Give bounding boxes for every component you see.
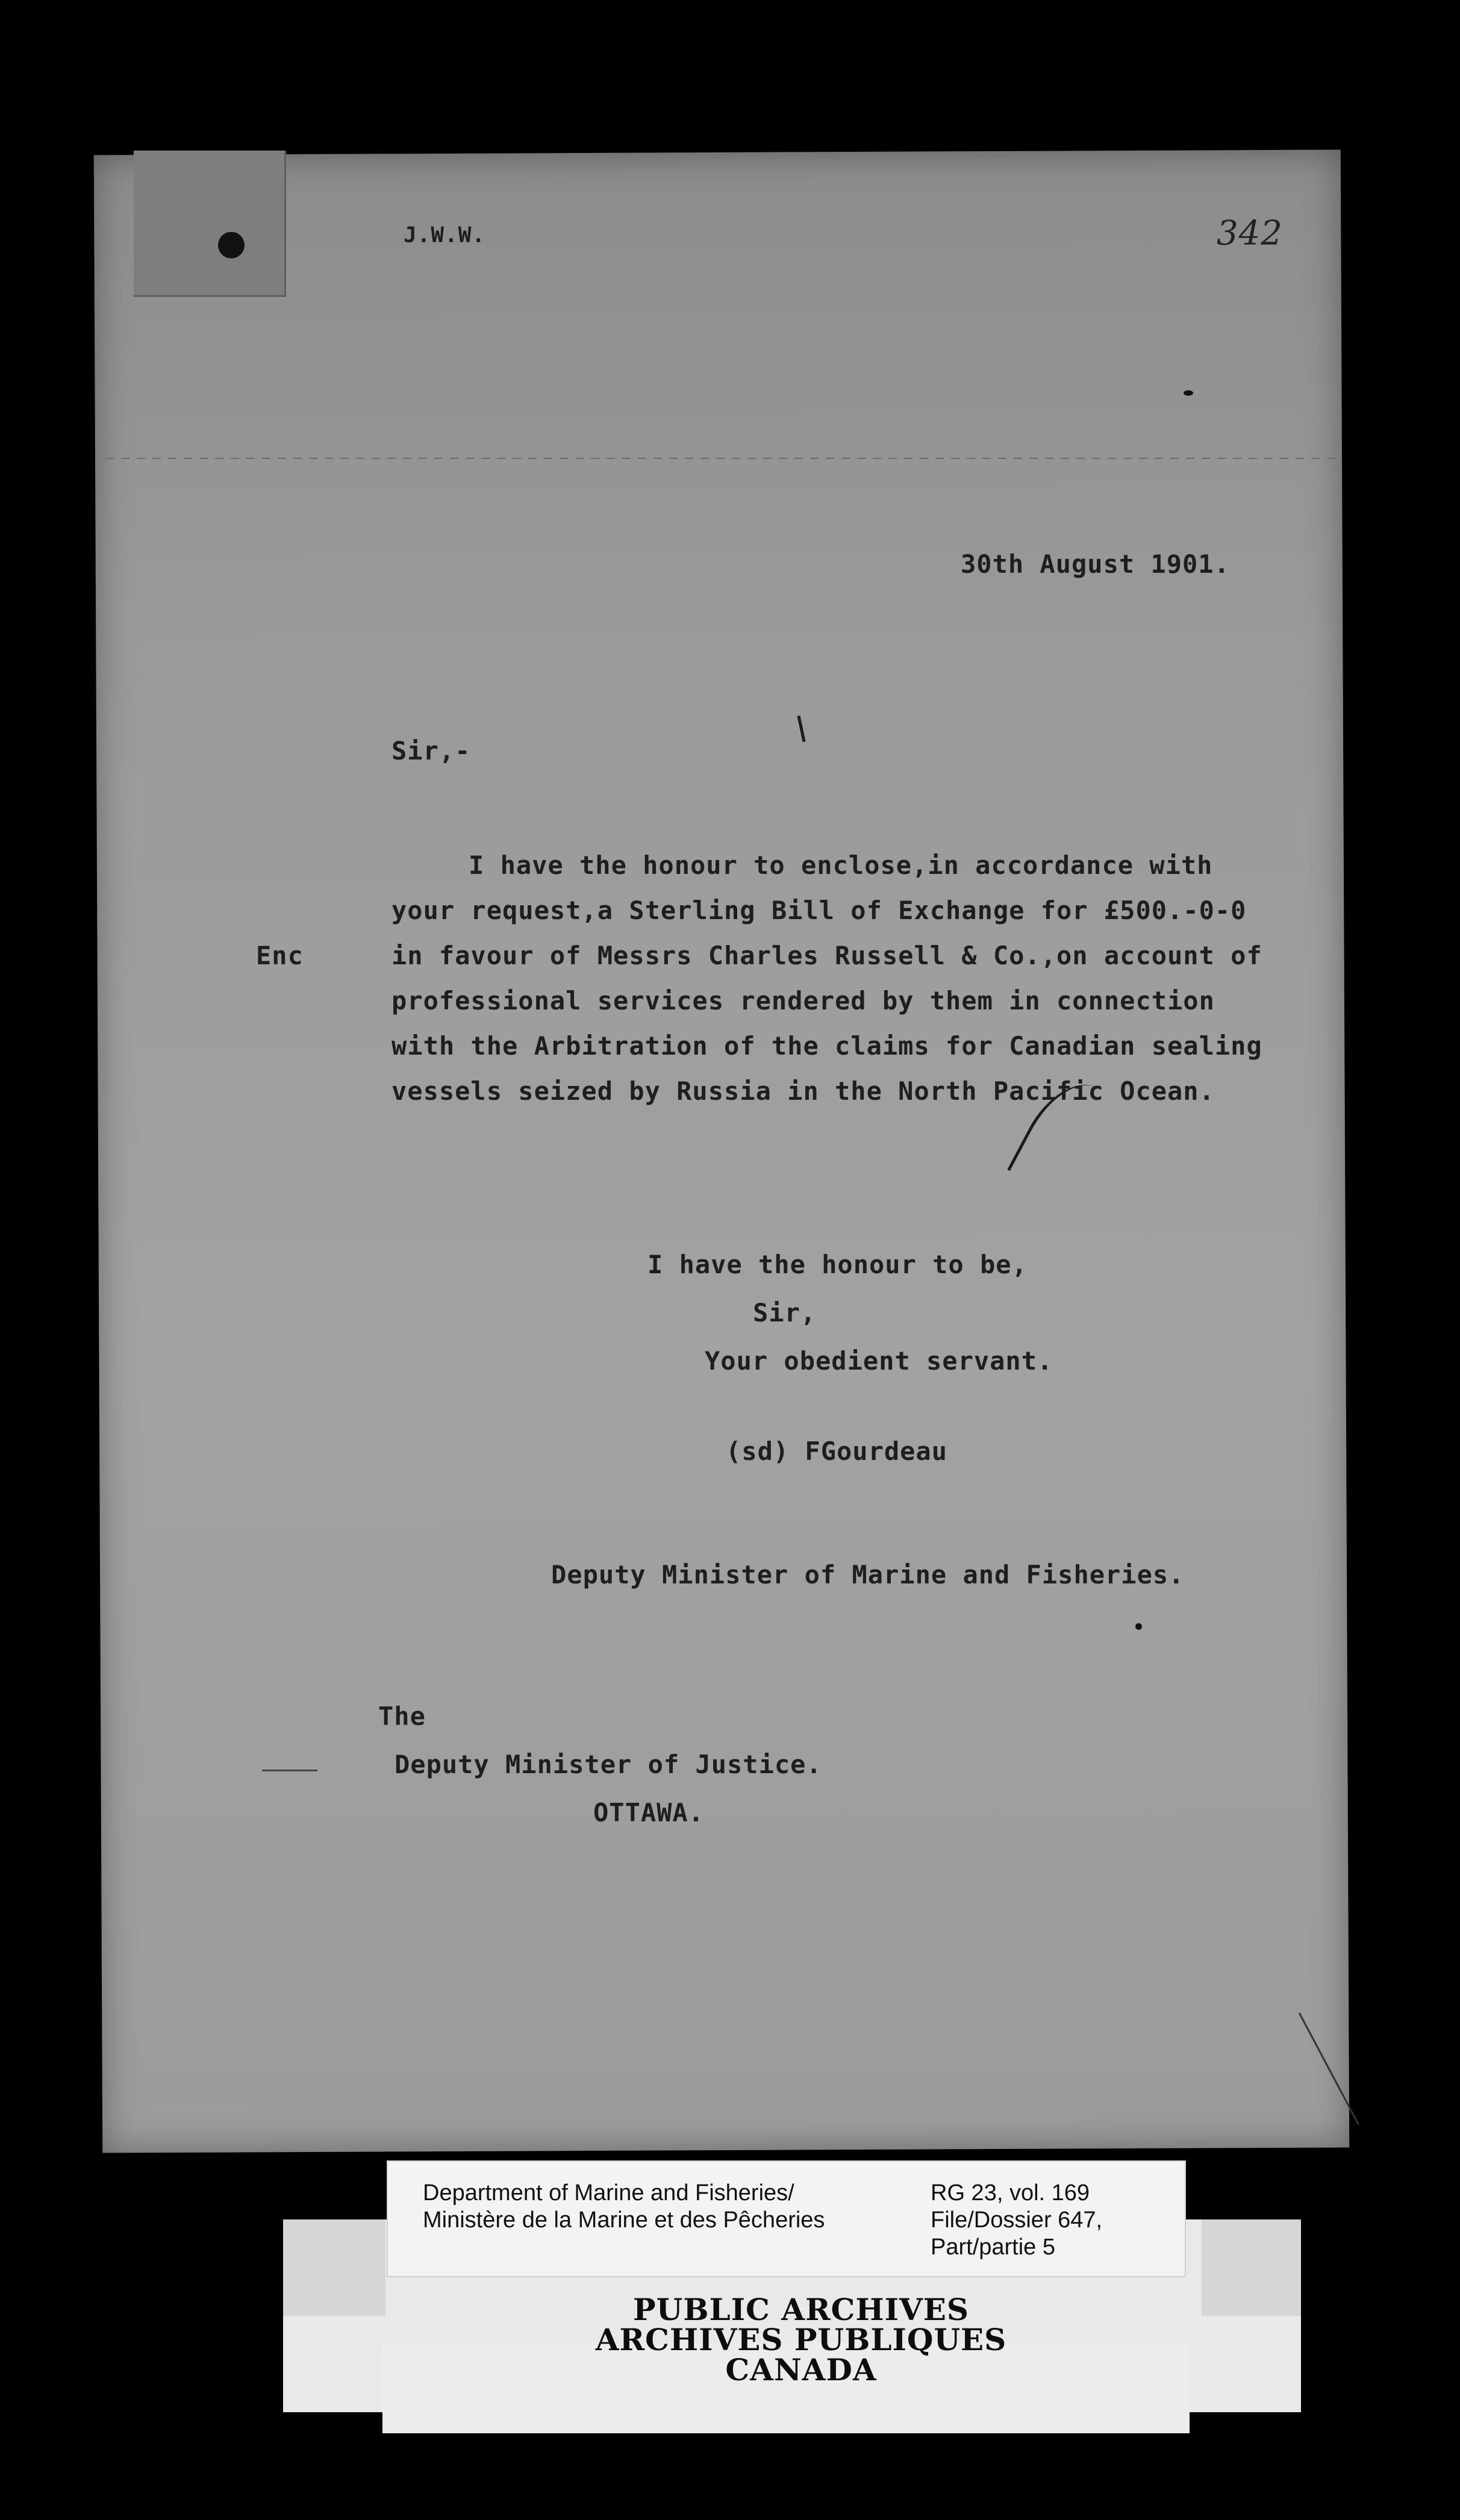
body-line: professional services rendered by them in connection [392,986,1215,1015]
pen-mark [262,1770,317,1771]
closing-line: I have the honour to be, [647,1250,1028,1279]
fold-line [105,458,1340,459]
body-line: I have the honour to enclose,in accordance with [469,850,1213,880]
addressee-line: Deputy Minister of Justice. [395,1750,822,1779]
signatory-title: Deputy Minister of Marine and Fisheries. [551,1560,1185,1589]
closing-line: Sir, [753,1298,817,1327]
ink-blot [218,232,245,258]
ink-speck [1184,390,1193,396]
body-line: vessels seized by Russia in the North Pacific Ocean. [392,1076,1215,1106]
body-line: in favour of Messrs Charles Russell & Co.,on account of [392,941,1262,970]
archives-french: ARCHIVES PUBLIQUES [595,2322,1007,2357]
record-group: RG 23, vol. 169 [931,2180,1090,2206]
closing-line: Your obedient servant. [705,1346,1053,1376]
department-english: Department of Marine and Fisheries/ [423,2180,794,2206]
archives-english: PUBLIC ARCHIVES [633,2292,969,2327]
body-line: your request,a Sterling Bill of Exchange for £500.-0-0 [392,896,1247,925]
letter-page [94,149,1349,2153]
stamp-notch [1202,2219,1301,2316]
salutation: Sir,- [392,736,471,766]
corner-tab [134,151,286,297]
reference-initials: J.W.W. [404,223,486,248]
addressee-line: The [378,1701,426,1731]
archive-number: 342 [1217,214,1283,253]
ink-speck [1135,1623,1142,1630]
stamp-notch [283,2219,385,2316]
part-number: Part/partie 5 [931,2235,1055,2260]
body-line: with the Arbitration of the claims for Canadian sealing [392,1031,1262,1061]
file-number: File/Dossier 647, [931,2207,1103,2233]
department-french: Ministère de la Marine et des Pêcheries [423,2207,825,2233]
enclosure-note: Enc [256,941,304,970]
addressee-line: OTTAWA. [593,1798,705,1827]
letter-date: 30th August 1901. [961,549,1230,579]
archives-country: CANADA [725,2352,877,2387]
signature: (sd) FGourdeau [726,1436,948,1466]
